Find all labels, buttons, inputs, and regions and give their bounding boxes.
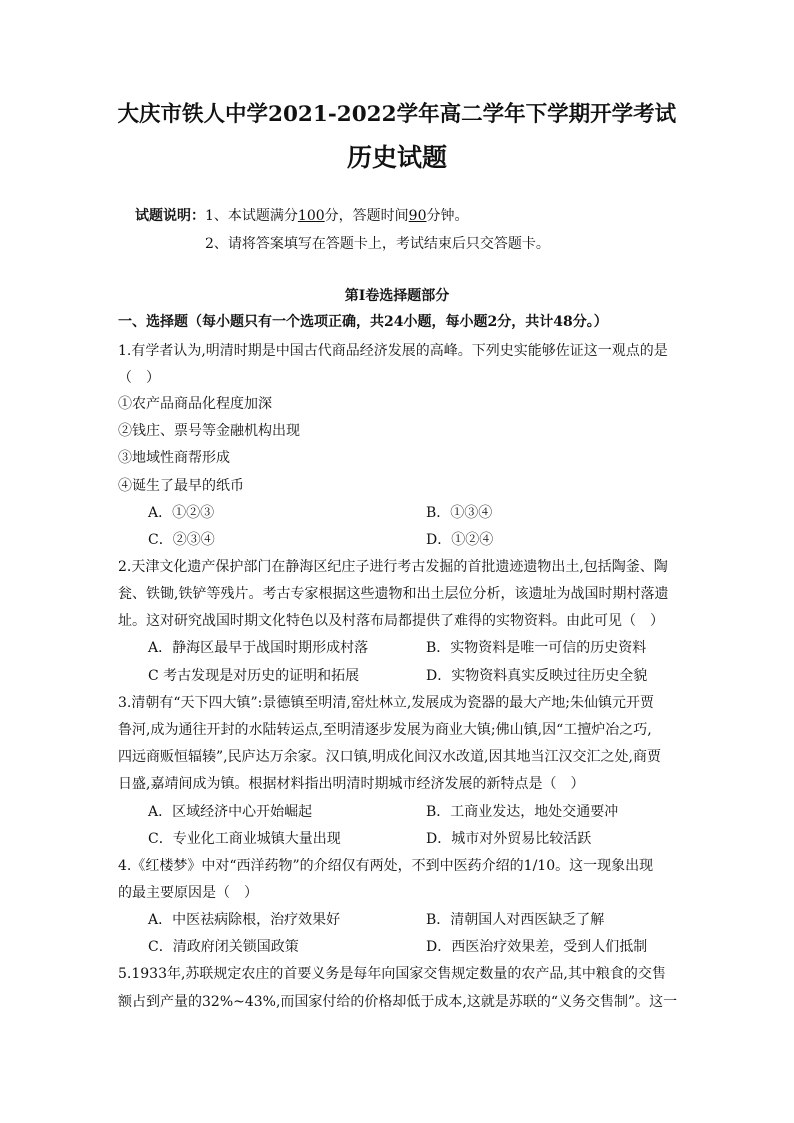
q2-option-a: A．静海区最早于战国时期形成村落 (148, 640, 369, 656)
q3-stem-line-3: 四远商贩恒辐辏”,民庐达万余家。汉口镇,明成化间汉水改道,因其地当江汉交汇之处,商贾 (118, 749, 661, 765)
q5-stem-line-2: 额占到产量的32%~43%,而国家付给的价格却低于成本,这就是苏联的“义务交售制”。这一 (118, 994, 678, 1010)
q3-stem-line-4: 日盛,嘉靖间成为镇。根据材料指出明清时期城市经济发展的新特点是（ ） (118, 776, 585, 792)
q2-option-d: D．实物资料真实反映过往历史全貌 (426, 668, 648, 684)
q1-option-d: D．①②④ (426, 532, 494, 548)
q1-item-4: ④诞生了最早的纸币 (118, 478, 244, 494)
q3-option-d: D．城市对外贸易比较活跃 (426, 831, 592, 847)
q3-option-a: A．区域经济中心开始崛起 (148, 804, 313, 820)
part-heading: 一、选择题（每小题只有一个选项正确，共24小题，每小题2分，共计48分。） (118, 314, 608, 330)
instructions-label: 试题说明： (135, 208, 205, 224)
full-score: 100 (297, 208, 325, 224)
q3-option-c: C．专业化工商业城镇大量出现 (148, 831, 341, 847)
q4-option-d: D．西医治疗效果差，受到人们抵制 (426, 939, 648, 955)
q2-stem-line-2: 瓮、铁锄,铁铲等残片。考古专家根据这些遗物和出土层位分析，该遗址为战国时期村落遗 (118, 586, 669, 602)
instructions-line-1: 试题说明：1、本试题满分100分，答题时间90分钟。 (135, 208, 469, 224)
q3-stem-line-1: 3.清朝有“天下四大镇”:景德镇至明清,窑灶林立,发展成为瓷器的最大产地;朱仙镇元开贾 (118, 695, 655, 711)
q1-option-c: C．②③④ (148, 532, 215, 548)
q1-option-a: A．①②③ (148, 505, 215, 521)
q1-item-3: ③地域性商帮形成 (118, 450, 230, 466)
q4-option-a: A．中医祛病除根，治疗效果好 (148, 912, 341, 928)
q4-stem-line-1: 4.《红楼梦》中对“西洋药物”的介绍仅有两处，不到中医药介绍的1/10。这一现象出现 (118, 858, 654, 874)
q3-option-b: B．工商业发达，地处交通要冲 (426, 804, 619, 820)
q2-option-b: B．实物资料是唯一可信的历史资料 (426, 640, 647, 656)
q2-option-c: C 考古发现是对历史的证明和拓展 (148, 668, 360, 684)
q1-stem-line-2: （ ） (118, 370, 160, 386)
q4-option-c: C．清政府闭关锁国政策 (148, 939, 299, 955)
page-title: 大庆市铁人中学2021-2022学年高二学年下学期开学考试 (117, 102, 677, 127)
instructions-line-2: 2、请将答案填写在答题卡上，考试结束后只交答题卡。 (205, 236, 550, 252)
q5-stem-line-1: 5.1933年,苏联规定农庄的首要义务是每年向国家交售规定数量的农产品,其中粮食的交售 (118, 966, 666, 982)
q1-stem-line-1: 1.有学者认为,明清时期是中国古代商品经济发展的高峰。下列史实能够佐证这一观点的是 (118, 343, 668, 359)
q1-item-1: ①农产品商品化程度加深 (118, 396, 272, 412)
q2-stem-line-1: 2.天津文化遗产保护部门在静海区纪庄子进行考古发掘的首批遗迹遗物出土,包括陶釜、陶 (118, 559, 668, 575)
q4-stem-line-2: 的最主要原因是（ ） (118, 885, 258, 901)
q2-stem-line-3: 址。这对研究战国时期文化特色以及村落布局都提供了难得的实物资料。由此可见（ ） (118, 613, 664, 629)
page-subtitle: 历史试题 (347, 143, 448, 172)
q3-stem-line-2: 鲁河,成为通往开封的水陆转运点,至明清逐步发展为商业大镇;佛山镇,因“工擅炉冶之巧, (118, 722, 652, 738)
section-title: 第Ⅰ卷选择题部分 (344, 288, 450, 304)
q1-option-b: B．①③④ (426, 505, 493, 521)
q4-option-b: B．清朝国人对西医缺乏了解 (426, 912, 605, 928)
exam-time: 90 (408, 208, 427, 224)
q1-item-2: ②钱庄、票号等金融机构出现 (118, 423, 300, 439)
